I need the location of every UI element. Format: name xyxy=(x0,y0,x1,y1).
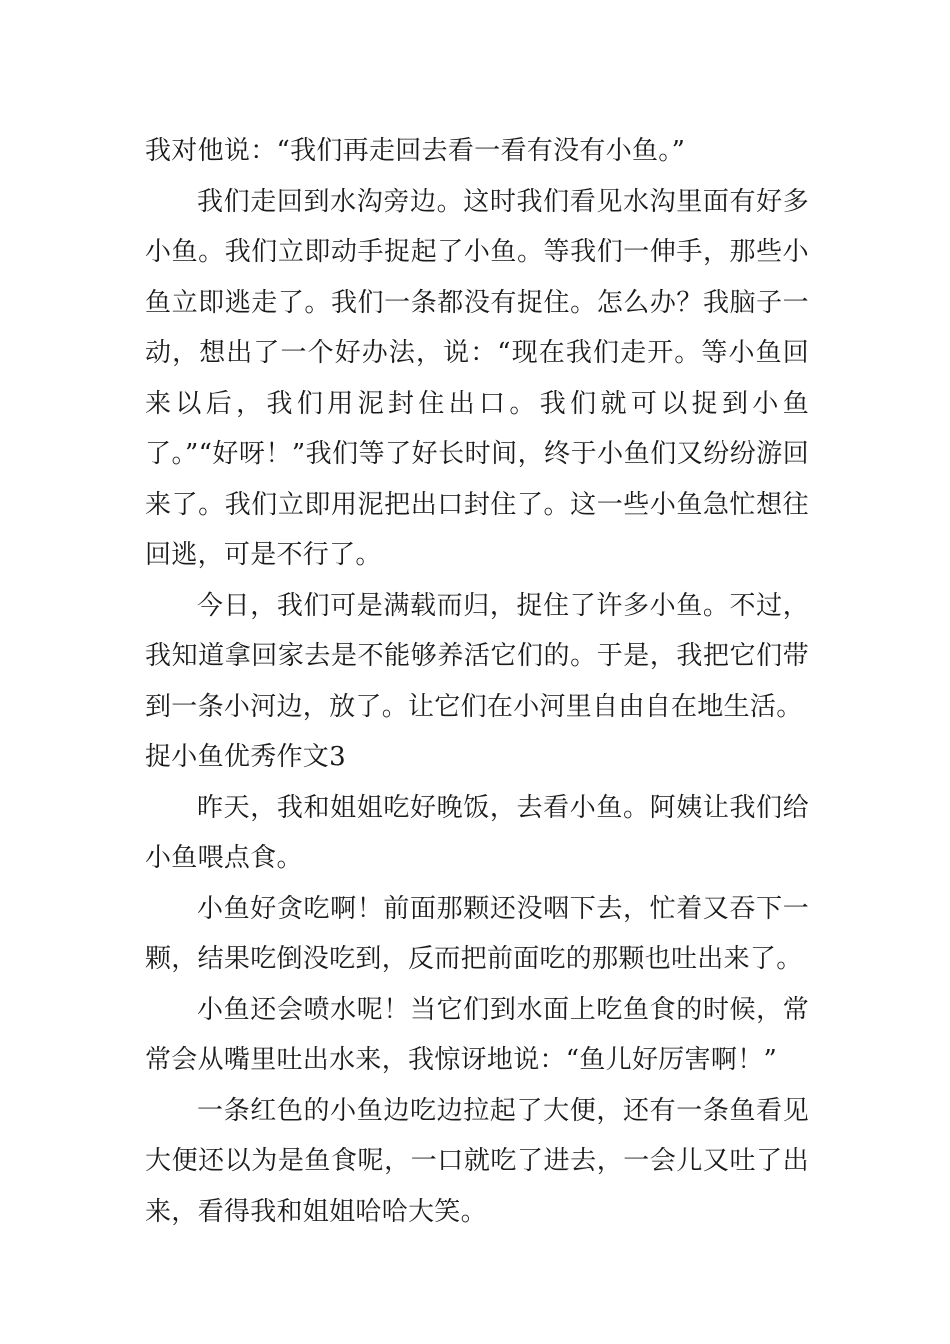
section-title: 捉小鱼优秀作文3 xyxy=(145,742,346,772)
document-body xyxy=(145,126,809,1237)
paragraph: 昨天，我和姐姐吃好晚饭，去看小鱼。阿姨让我们给小鱼喂点食。 xyxy=(145,792,809,873)
paragraph: 一条红色的小鱼边吃边拉起了大便，还有一条鱼看见大便还以为是鱼食呢，一口就吃了进去，一会儿又吐了出来，看得我和姐姐哈哈大笑。 xyxy=(145,1095,809,1227)
paragraph: 小鱼还会喷水呢！当它们到水面上吃鱼食的时候，常常会从嘴里吐出水来，我惊讶地说：“鱼儿好厉害啊！” xyxy=(145,994,809,1075)
paragraph: 我对他说：“我们再走回去看一看有没有小鱼。” xyxy=(145,136,686,166)
paragraph: 小鱼好贪吃啊！前面那颗还没咽下去，忙着又吞下一颗，结果吃倒没吃到，反而把前面吃的那颗也吐出来了。 xyxy=(145,893,809,974)
paragraph: 今日，我们可是满载而归，捉住了许多小鱼。不过，我知道拿回家去是不能够养活它们的。于是，我把它们带到一条小河边，放了。让它们在小河里自由自在地生活。 xyxy=(145,590,809,722)
paragraph: 我们走回到水沟旁边。这时我们看见水沟里面有好多小鱼。我们立即动手捉起了小鱼。等我们一伸手，那些小鱼立即逃走了。我们一条都没有捉住。怎么办？我脑子一动，想出了一个好办法，说：“现在我们走开。等小鱼回来以后，我们用泥封住出口。我们就可以捉到小鱼了。”“好呀！”我们等了好长时间，终于小鱼们又纷纷游回来了。我们立即用泥把出口封住了。这一些小鱼急忙想往回逃，可是不行了。 xyxy=(145,186,809,570)
